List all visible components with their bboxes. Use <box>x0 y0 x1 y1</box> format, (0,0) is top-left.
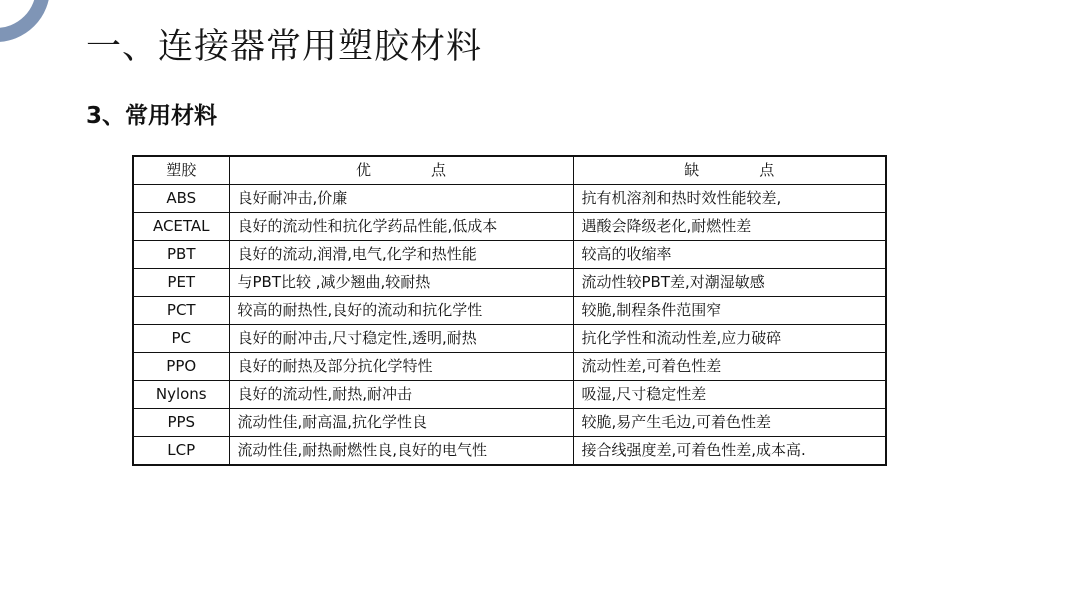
cons-cell: 接合线强度差,可着色性差,成本高. <box>573 437 886 466</box>
pros-cell: 流动性佳,耐高温,抗化学性良 <box>229 409 573 437</box>
material-cell: PCT <box>133 297 229 325</box>
pros-cell: 良好的耐冲击,尺寸稳定性,透明,耐热 <box>229 325 573 353</box>
table-row <box>133 269 886 297</box>
table-row <box>133 409 886 437</box>
cons-cell: 较脆,制程条件范围窄 <box>573 297 886 325</box>
cons-cell: 较脆,易产生毛边,可着色性差 <box>573 409 886 437</box>
header-material: 塑胶 <box>133 156 229 185</box>
header-pros: 优 点 <box>229 156 573 185</box>
pros-cell: 良好的流动性,耐热,耐冲击 <box>229 381 573 409</box>
material-cell: PC <box>133 325 229 353</box>
cons-cell: 遇酸会降级老化,耐燃性差 <box>573 213 886 241</box>
cons-cell: 抗有机溶剂和热时效性能较差, <box>573 185 886 213</box>
table-row <box>133 325 886 353</box>
pros-cell: 流动性佳,耐热耐燃性良,良好的电气性 <box>229 437 573 466</box>
pros-cell: 与PBT比较 ,减少翘曲,较耐热 <box>229 269 573 297</box>
material-cell: PET <box>133 269 229 297</box>
page-title: 一、连接器常用塑胶材料 <box>86 27 483 67</box>
material-cell: PPS <box>133 409 229 437</box>
pros-cell: 良好的耐热及部分抗化学特性 <box>229 353 573 381</box>
pros-cell: 良好的流动性和抗化学药品性能,低成本 <box>229 213 573 241</box>
table-row <box>133 241 886 269</box>
pros-cell: 良好耐冲击,价廉 <box>229 185 573 213</box>
table-row <box>133 213 886 241</box>
materials-table <box>132 155 887 466</box>
cons-cell: 较高的收缩率 <box>573 241 886 269</box>
cons-cell: 流动性差,可着色性差 <box>573 353 886 381</box>
cons-cell: 流动性较PBT差,对潮湿敏感 <box>573 269 886 297</box>
material-cell: ACETAL <box>133 213 229 241</box>
table-header-row <box>133 156 886 185</box>
pros-cell: 良好的流动,润滑,电气,化学和热性能 <box>229 241 573 269</box>
table-row <box>133 381 886 409</box>
table-row <box>133 297 886 325</box>
table-row <box>133 185 886 213</box>
material-cell: LCP <box>133 437 229 466</box>
material-cell: ABS <box>133 185 229 213</box>
pros-cell: 较高的耐热性,良好的流动和抗化学性 <box>229 297 573 325</box>
cons-cell: 吸湿,尺寸稳定性差 <box>573 381 886 409</box>
decorative-ring <box>0 0 50 42</box>
table-row <box>133 437 886 466</box>
material-cell: PPO <box>133 353 229 381</box>
section-subtitle: 3、常用材料 <box>86 103 218 129</box>
table-row <box>133 353 886 381</box>
cons-cell: 抗化学性和流动性差,应力破碎 <box>573 325 886 353</box>
header-cons: 缺 点 <box>573 156 886 185</box>
material-cell: Nylons <box>133 381 229 409</box>
material-cell: PBT <box>133 241 229 269</box>
